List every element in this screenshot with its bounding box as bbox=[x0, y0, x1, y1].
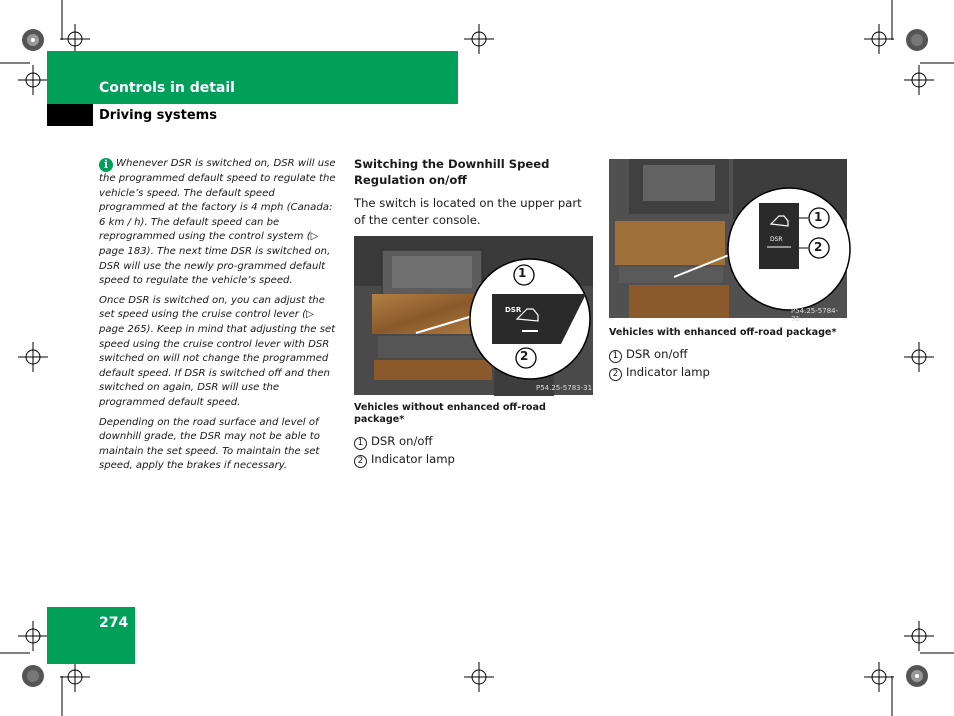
figure-2-legend bbox=[609, 346, 710, 381]
note-1 bbox=[99, 157, 339, 289]
figure-1-ref: P54.25-5783-31 bbox=[536, 384, 593, 392]
figure-2-photo bbox=[609, 159, 847, 323]
section-subtitle: Driving systems bbox=[99, 108, 217, 123]
header-bar bbox=[47, 51, 458, 104]
note-1-text: Whenever DSR is switched on, DSR will use the programmed default speed to regulate the vehicle’s speed. The default speed programmed at the factory is 4 mph (Canada: 6 km / h). The default speed can be reprogrammed using the control system (▷ page 183). The next time DSR is switched on, DSR will use the newly pro-grammed default speed to regulate the vehicle’s speed. bbox=[99, 158, 336, 287]
number-badge: 2 bbox=[354, 455, 367, 468]
callout-2: 2 bbox=[520, 349, 529, 363]
figure-1-legend bbox=[354, 433, 455, 468]
console-illustration bbox=[354, 236, 593, 395]
section-tab bbox=[47, 104, 93, 126]
legend-item bbox=[609, 364, 710, 382]
legend-item bbox=[609, 346, 710, 364]
section-heading: Switching the Downhill Speed Regulation on/off bbox=[354, 157, 550, 187]
number-badge: 2 bbox=[609, 368, 622, 381]
console-illustration bbox=[609, 159, 847, 318]
page-title: Controls in detail bbox=[99, 80, 235, 96]
legend-label: DSR on/off bbox=[626, 347, 688, 361]
dsr-badge-1: DSR bbox=[505, 306, 522, 314]
callout-2: 2 bbox=[814, 240, 823, 254]
section-column bbox=[354, 156, 594, 229]
notes-column bbox=[99, 157, 339, 479]
figure-2-caption: Vehicles with enhanced off-road package* bbox=[609, 327, 837, 338]
legend-label: Indicator lamp bbox=[626, 364, 710, 379]
callout-1: 1 bbox=[814, 210, 823, 224]
figure-2-ref: P54.25-5784-31 bbox=[791, 307, 839, 323]
dsr-badge-2: DSR bbox=[770, 236, 783, 243]
info-icon: i bbox=[99, 158, 113, 172]
legend-item bbox=[354, 433, 455, 451]
legend-label: Indicator lamp bbox=[371, 451, 455, 466]
page-number: 274 bbox=[99, 615, 129, 631]
figure-1-photo bbox=[354, 236, 593, 395]
number-badge: 1 bbox=[609, 350, 622, 363]
section-text: The switch is located on the upper part of the center console. bbox=[354, 196, 582, 227]
callout-1: 1 bbox=[518, 266, 527, 280]
note-2: Once DSR is switched on, you can adjust the set speed using the cruise control lever (▷ page 265). Keep in mind that adjusting the set speed using the cruise control lever with DSR switched on will not change the programmed default speed. If DSR is switched off and then switched on again, DSR will use the programmed default speed. bbox=[99, 294, 336, 408]
legend-label: DSR on/off bbox=[371, 434, 433, 448]
note-3: Depending on the road surface and level of downhill grade, the DSR may not be able to maintain the set speed. To maintain the set speed, apply the brakes if necessary. bbox=[99, 416, 320, 472]
number-badge: 1 bbox=[354, 437, 367, 450]
legend-item bbox=[354, 451, 455, 469]
figure-1-caption: Vehicles without enhanced off-road package* bbox=[354, 402, 546, 425]
